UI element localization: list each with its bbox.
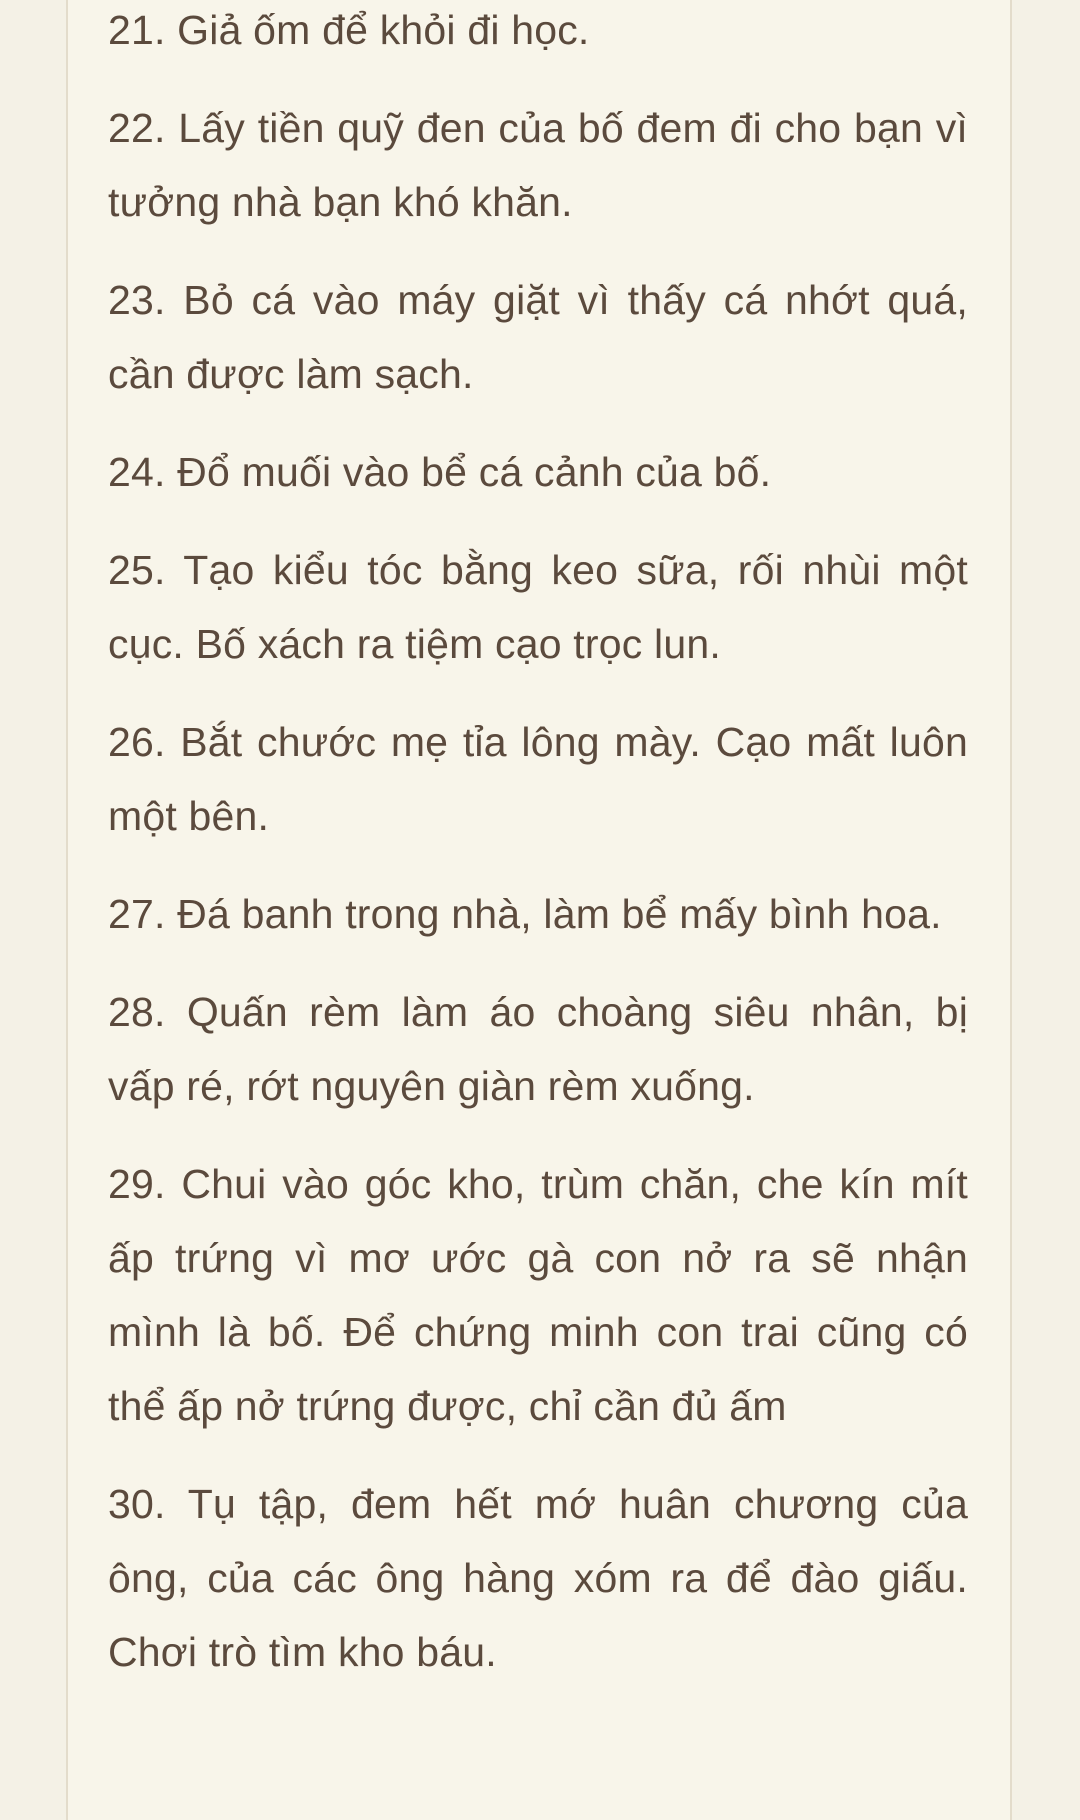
list-item: 30. Tụ tập, đem hết mớ huân chương của ông, của các ông hàng xóm ra để đào giấu. Chơi trò tìm kho báu. xyxy=(108,1481,968,1675)
list-item: 25. Tạo kiểu tóc bằng keo sữa, rối nhùi một cục. Bố xách ra tiệm cạo trọc lun. xyxy=(108,547,968,667)
list-item: 29. Chui vào góc kho, trùm chăn, che kín mít ấp trứng vì mơ ước gà con nở ra sẽ nhận mình là bố. Để chứng minh con trai cũng có thể ấp nở trứng được, chỉ cần đủ ấm xyxy=(108,1161,968,1429)
list-item: 24. Đổ muối vào bể cá cảnh của bố. xyxy=(108,449,772,495)
article-content xyxy=(108,0,968,1713)
list-item: 21. Giả ốm để khỏi đi học. xyxy=(108,7,590,53)
list-item: 26. Bắt chước mẹ tỉa lông mày. Cạo mất luôn một bên. xyxy=(108,719,968,839)
list-item: 28. Quấn rèm làm áo choàng siêu nhân, bị vấp ré, rớt nguyên giàn rèm xuống. xyxy=(108,989,968,1109)
list-item: 23. Bỏ cá vào máy giặt vì thấy cá nhớt quá, cần được làm sạch. xyxy=(108,277,968,397)
list-item: 27. Đá banh trong nhà, làm bể mấy bình hoa. xyxy=(108,891,942,937)
list-item: 22. Lấy tiền quỹ đen của bố đem đi cho bạn vì tưởng nhà bạn khó khăn. xyxy=(108,105,968,225)
